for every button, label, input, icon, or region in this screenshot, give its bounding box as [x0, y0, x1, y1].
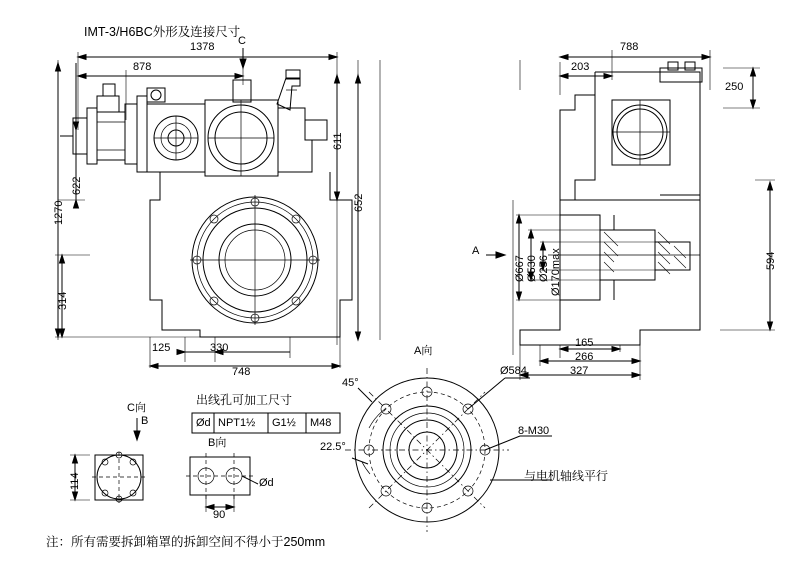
- dim-base-left: 125: [152, 342, 171, 354]
- view-a-label: A向: [414, 345, 433, 357]
- dim-side-height: 594: [765, 251, 777, 270]
- thread-cell-3: M48: [310, 417, 332, 429]
- dim-lower-height: 314: [57, 291, 69, 310]
- dim-top-width: 878: [133, 61, 152, 73]
- thread-cell-0: Ød: [196, 417, 211, 429]
- dim-right-height-2: 652: [353, 193, 365, 212]
- dim-bolt-circle: Ø584: [500, 365, 527, 377]
- drawing-title: IMT-3/H6BC外形及连接尺寸: [84, 25, 241, 39]
- dim-overall-width: 1378: [190, 41, 215, 53]
- dim-view-b-dia: Ød: [259, 477, 274, 489]
- dim-angle-45: 45°: [342, 377, 359, 389]
- dim-side-base-3: 327: [570, 365, 589, 377]
- dim-bore-max: Ø170max: [550, 248, 562, 296]
- dim-overall-height: 1270: [53, 200, 65, 225]
- dim-base-mid: 330: [210, 342, 229, 354]
- dim-upper-height: 622: [71, 176, 83, 195]
- dim-side-overall-width: 788: [620, 41, 639, 53]
- dim-flange-outer: Ø667: [514, 255, 526, 282]
- thread-cell-1: NPT1½: [218, 417, 256, 429]
- view-c-arrow-b: B: [141, 415, 149, 427]
- section-mark-a: A: [472, 245, 480, 257]
- view-c-label: C向: [127, 402, 146, 414]
- thread-table-title: 出线孔可加工尺寸: [196, 393, 293, 407]
- dim-side-top-left: 203: [571, 61, 590, 73]
- drawing-note: 注：所有需要拆卸箱罩的拆卸空间不得小于250mm: [46, 535, 326, 549]
- dim-angle-22-5: 22.5°: [320, 441, 346, 453]
- thread-cell-2: G1½: [272, 417, 296, 429]
- dim-view-b: 90: [213, 509, 226, 521]
- view-b-label: B向: [208, 437, 227, 449]
- dim-side-base-2: 266: [575, 351, 594, 363]
- dim-view-c: 114: [69, 472, 81, 490]
- dim-flange-mid: Ø530: [526, 255, 538, 282]
- label-bolts: 8-M30: [518, 425, 550, 437]
- dim-right-height-1: 611: [332, 132, 344, 150]
- dim-bore: Ø256: [538, 255, 550, 282]
- dim-side-base-1: 165: [575, 337, 594, 349]
- section-mark-c: C: [238, 35, 246, 47]
- label-parallel-note: 与电机轴线平行: [524, 469, 609, 483]
- dim-side-top-right: 250: [725, 81, 744, 93]
- dim-base-total: 748: [232, 366, 251, 378]
